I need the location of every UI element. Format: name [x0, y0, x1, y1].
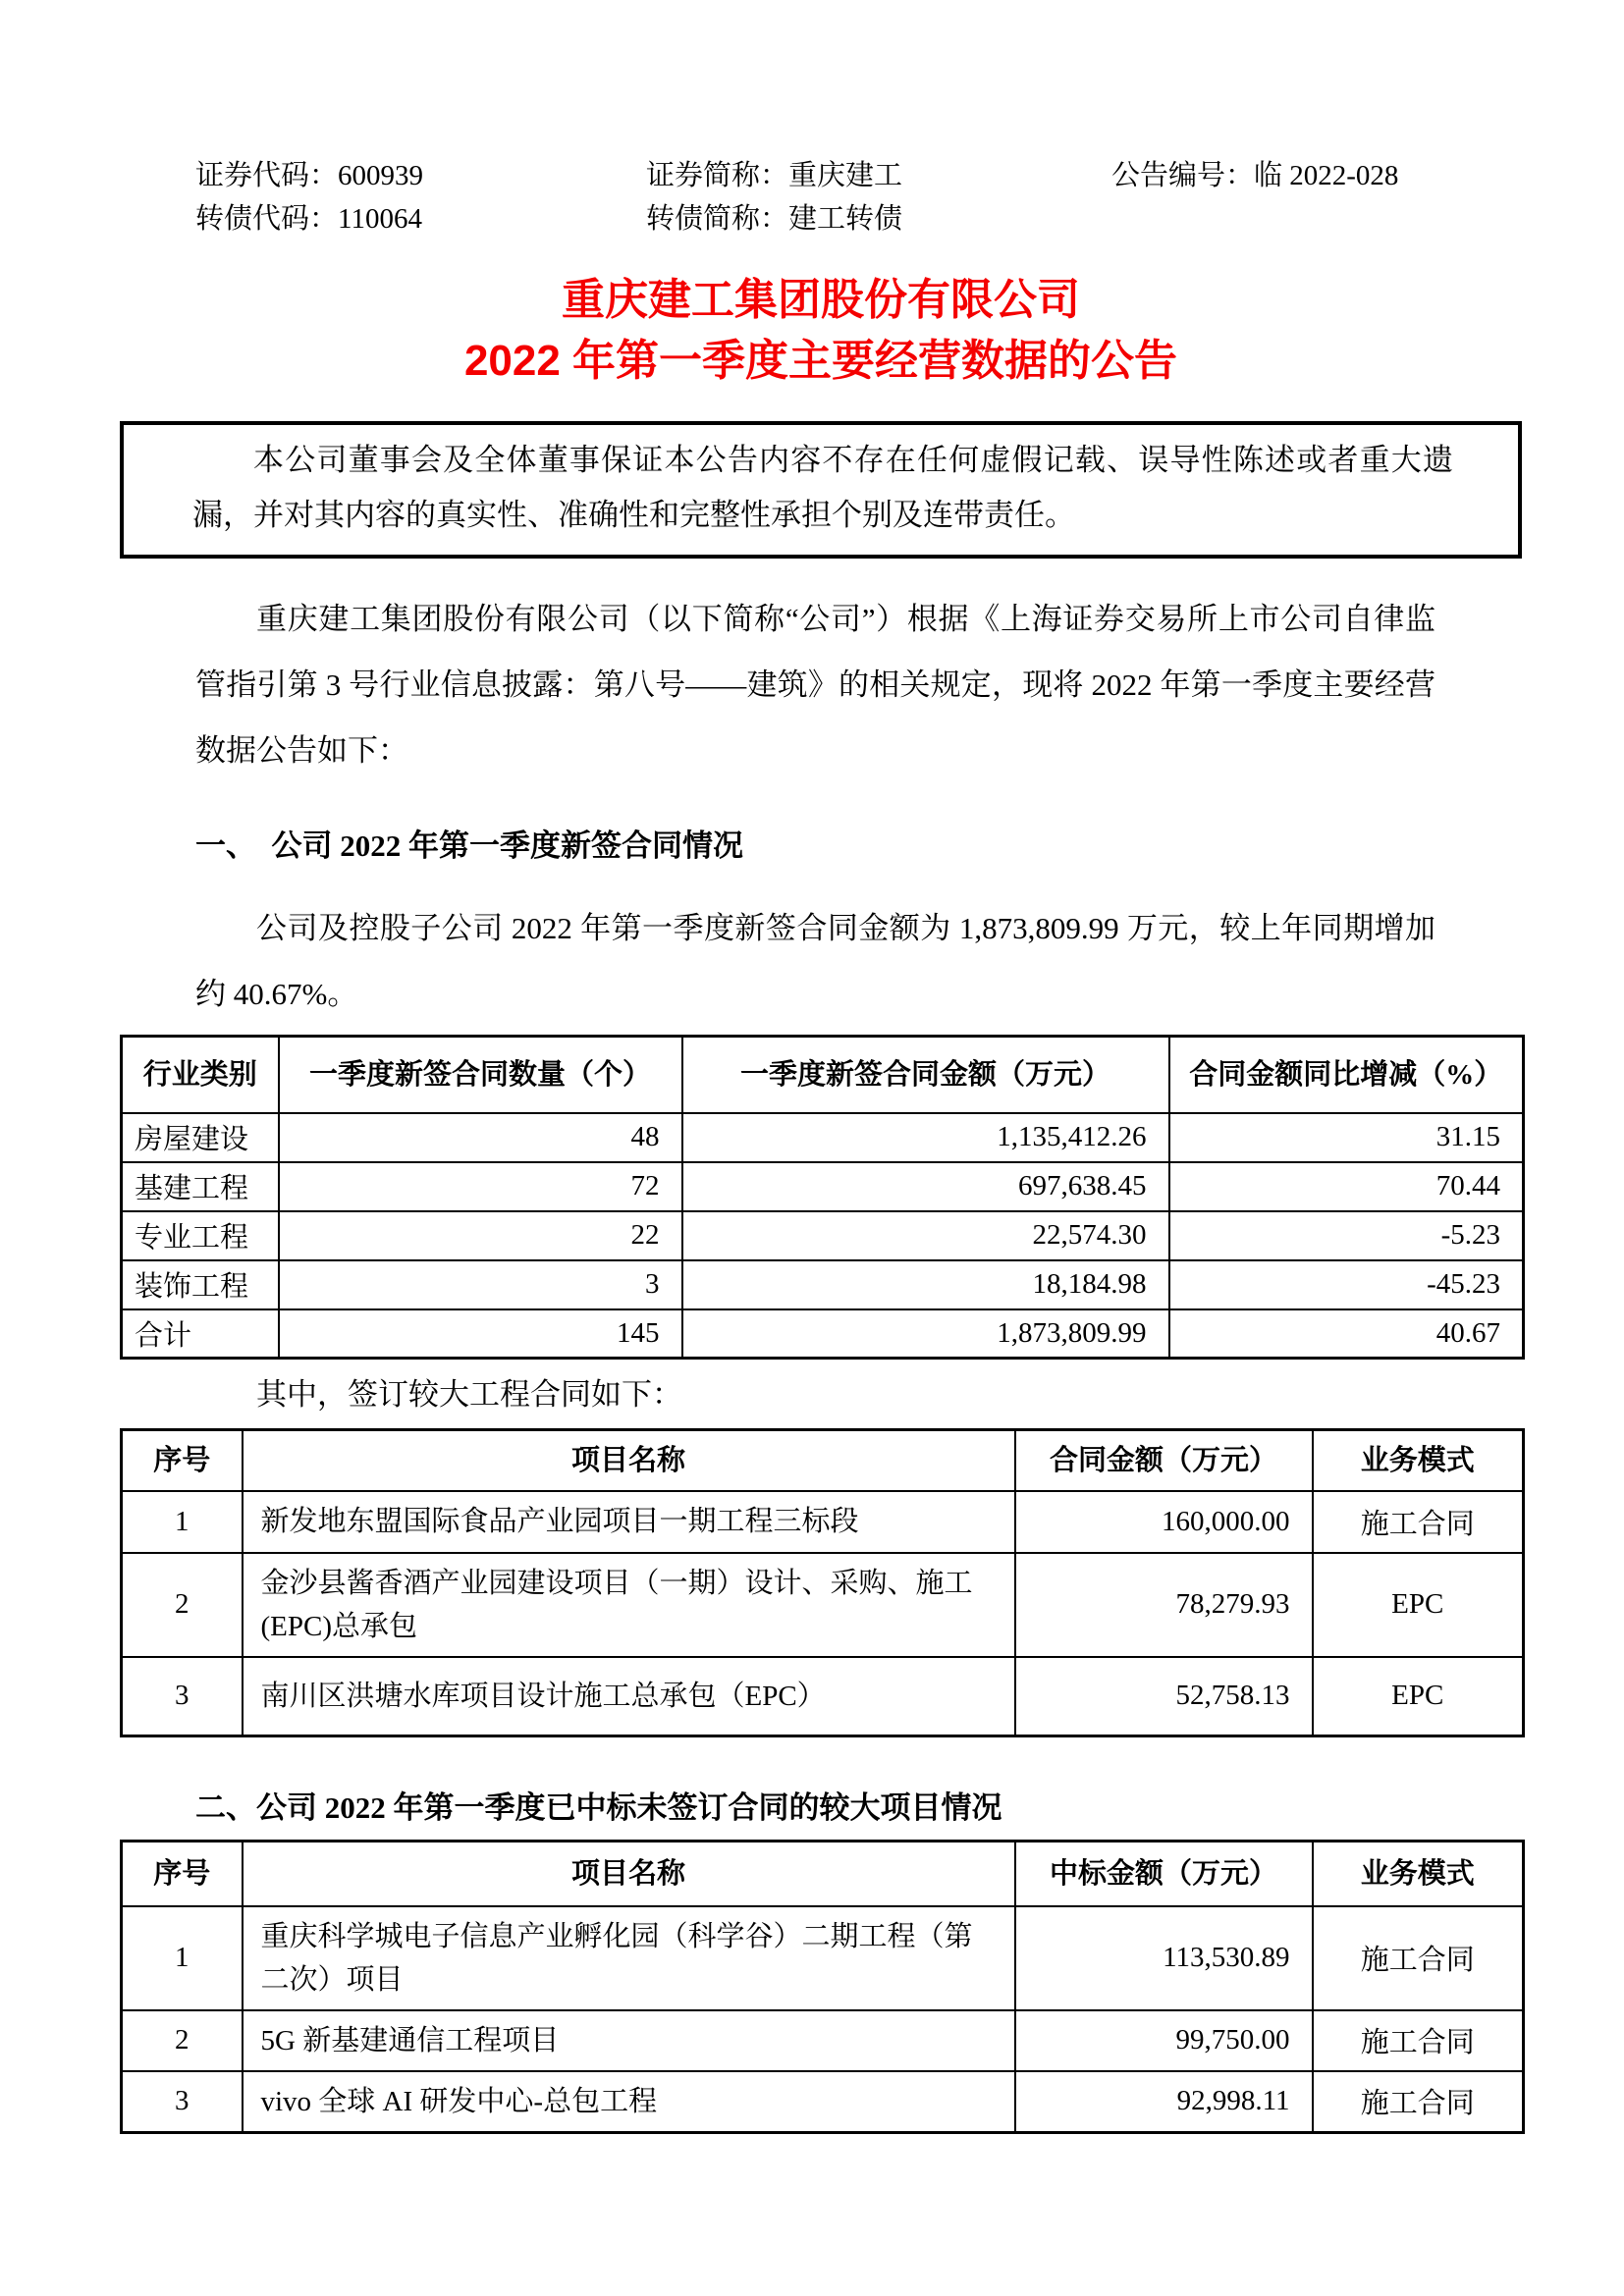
project-name-cell: 5G 新基建通信工程项目 — [243, 2010, 1015, 2071]
business-model-cell: 施工合同 — [1313, 1906, 1524, 2010]
project-name-cell: 南川区洪塘水库项目设计施工总承包（EPC） — [243, 1657, 1015, 1736]
amount-cell: 113,530.89 — [1015, 1906, 1313, 2010]
industry-cell: 房屋建设 — [122, 1113, 279, 1162]
board-disclaimer-box — [120, 421, 1522, 559]
count-cell: 22 — [279, 1211, 682, 1260]
table-row — [122, 2071, 1524, 2133]
business-model-cell: 施工合同 — [1313, 2010, 1524, 2071]
major-contracts-note: 其中，签订较大工程合同如下： — [256, 1377, 682, 1412]
col-header-industry: 行业类别 — [122, 1037, 279, 1113]
table-header-row — [122, 1430, 1524, 1491]
table-row — [122, 1162, 1524, 1211]
section1-paragraph: 公司及控股子公司 2022 年第一季度新签合同金额为 1,873,809.99 万元，较上年同期增加约 40.67%。 — [195, 911, 1435, 1011]
security-code — [195, 154, 646, 197]
count-cell: 48 — [279, 1113, 682, 1162]
project-name-cell: 新发地东盟国际食品产业园项目一期工程三标段 — [243, 1491, 1015, 1553]
announcement-number — [1111, 154, 1522, 197]
business-model-cell: 施工合同 — [1313, 1491, 1524, 1553]
meta-empty-cell — [1111, 197, 1522, 240]
board-disclaimer-text: 本公司董事会及全体董事保证本公告内容不存在任何虚假记载、误导性陈述或者重大遗漏，并对其内容的真实性、准确性和完整性承担个别及连带责任。 — [192, 443, 1453, 532]
count-cell: 145 — [279, 1309, 682, 1359]
bond-short-name-label: 转债简称： — [646, 203, 789, 235]
index-cell: 2 — [122, 2010, 243, 2071]
industry-cell: 装饰工程 — [122, 1260, 279, 1309]
table-row — [122, 1491, 1524, 1553]
yoy-cell: -5.23 — [1169, 1211, 1524, 1260]
section1-heading: 一、 公司 2022 年第一季度新签合同情况 — [195, 828, 743, 863]
col-header-project-name: 项目名称 — [243, 1430, 1015, 1491]
index-cell: 2 — [122, 1553, 243, 1657]
col-header-amount: 一季度新签合同金额（万元） — [682, 1037, 1169, 1113]
col-header-business-model: 业务模式 — [1313, 1842, 1524, 1906]
announcement-number-label: 公告编号： — [1111, 160, 1255, 191]
page-title-line1: 重庆建工集团股份有限公司 — [562, 276, 1080, 324]
bond-code — [195, 197, 646, 240]
count-cell: 3 — [279, 1260, 682, 1309]
yoy-cell: 70.44 — [1169, 1162, 1524, 1211]
table-header-row — [122, 1037, 1524, 1113]
amount-cell: 1,873,809.99 — [682, 1309, 1169, 1359]
table-header-row — [122, 1842, 1524, 1906]
yoy-cell: -45.23 — [1169, 1260, 1524, 1309]
table-row — [122, 1906, 1524, 2010]
bond-short-name — [646, 197, 1111, 240]
amount-cell: 92,998.11 — [1015, 2071, 1313, 2133]
security-short-name-value: 重庆建工 — [788, 160, 903, 191]
table-row — [122, 2010, 1524, 2071]
security-short-name — [646, 154, 1111, 197]
security-code-value: 600939 — [338, 160, 424, 191]
col-header-index: 序号 — [122, 1842, 243, 1906]
awarded-unsigned-projects-table — [120, 1840, 1525, 2134]
security-code-label: 证券代码： — [195, 160, 339, 191]
col-header-yoy: 合同金额同比增减（%） — [1169, 1037, 1524, 1113]
bond-code-label: 转债代码： — [195, 203, 339, 235]
amount-cell: 1,135,412.26 — [682, 1113, 1169, 1162]
announcement-number-value: 临 2022-028 — [1254, 160, 1399, 191]
table-row — [122, 1657, 1524, 1736]
security-short-name-label: 证券简称： — [646, 160, 789, 191]
meta-row-2 — [195, 197, 1522, 240]
index-cell: 1 — [122, 1491, 243, 1553]
col-header-count: 一季度新签合同数量（个） — [279, 1037, 682, 1113]
meta-row-1 — [195, 154, 1522, 197]
table-row — [122, 1211, 1524, 1260]
col-header-business-model: 业务模式 — [1313, 1430, 1524, 1491]
col-header-index: 序号 — [122, 1430, 243, 1491]
col-header-project-name: 项目名称 — [243, 1842, 1015, 1906]
count-cell: 72 — [279, 1162, 682, 1211]
industry-cell: 基建工程 — [122, 1162, 279, 1211]
section2-heading: 二、公司 2022 年第一季度已中标未签订合同的较大项目情况 — [195, 1790, 1002, 1825]
amount-cell: 52,758.13 — [1015, 1657, 1313, 1736]
table-row-total — [122, 1309, 1524, 1359]
note-text-block — [195, 1373, 1435, 1416]
col-header-bid-amount: 中标金额（万元） — [1015, 1842, 1313, 1906]
project-name-cell: 金沙县酱香酒产业园建设项目（一期）设计、采购、施工(EPC)总承包 — [243, 1553, 1015, 1657]
business-model-cell: 施工合同 — [1313, 2071, 1524, 2133]
industry-cell: 专业工程 — [122, 1211, 279, 1260]
major-signed-contracts-table — [120, 1428, 1525, 1737]
index-cell: 1 — [122, 1906, 243, 2010]
amount-cell: 697,638.45 — [682, 1162, 1169, 1211]
index-cell: 3 — [122, 2071, 243, 2133]
index-cell: 3 — [122, 1657, 243, 1736]
business-model-cell: EPC — [1313, 1657, 1524, 1736]
body-text-block — [195, 586, 1435, 1027]
business-model-cell: EPC — [1313, 1553, 1524, 1657]
table-row — [122, 1113, 1524, 1162]
industry-cell: 合计 — [122, 1309, 279, 1359]
project-name-cell: 重庆科学城电子信息产业孵化园（科学谷）二期工程（第二次）项目 — [243, 1906, 1015, 2010]
document-meta-header — [195, 154, 1522, 240]
amount-cell: 22,574.30 — [682, 1211, 1169, 1260]
amount-cell: 99,750.00 — [1015, 2010, 1313, 2071]
yoy-cell: 31.15 — [1169, 1113, 1524, 1162]
yoy-cell: 40.67 — [1169, 1309, 1524, 1359]
page-title — [120, 270, 1522, 392]
new-contracts-by-industry-table — [120, 1035, 1525, 1360]
page-title-line2: 2022 年第一季度主要经营数据的公告 — [463, 337, 1178, 385]
section2-block — [195, 1787, 1435, 1830]
amount-cell: 18,184.98 — [682, 1260, 1169, 1309]
bond-short-name-value: 建工转债 — [788, 203, 903, 235]
amount-cell: 78,279.93 — [1015, 1553, 1313, 1657]
amount-cell: 160,000.00 — [1015, 1491, 1313, 1553]
col-header-contract-amount: 合同金额（万元） — [1015, 1430, 1313, 1491]
table-row — [122, 1260, 1524, 1309]
table-row — [122, 1553, 1524, 1657]
project-name-cell: vivo 全球 AI 研发中心-总包工程 — [243, 2071, 1015, 2133]
bond-code-value: 110064 — [338, 203, 422, 235]
intro-paragraph: 重庆建工集团股份有限公司（以下简称“公司”）根据《上海证券交易所上市公司自律监管指引第 3 号行业信息披露：第八号——建筑》的相关规定，现将 2022 年第一季度主要经营数据公告如下： — [195, 602, 1435, 768]
